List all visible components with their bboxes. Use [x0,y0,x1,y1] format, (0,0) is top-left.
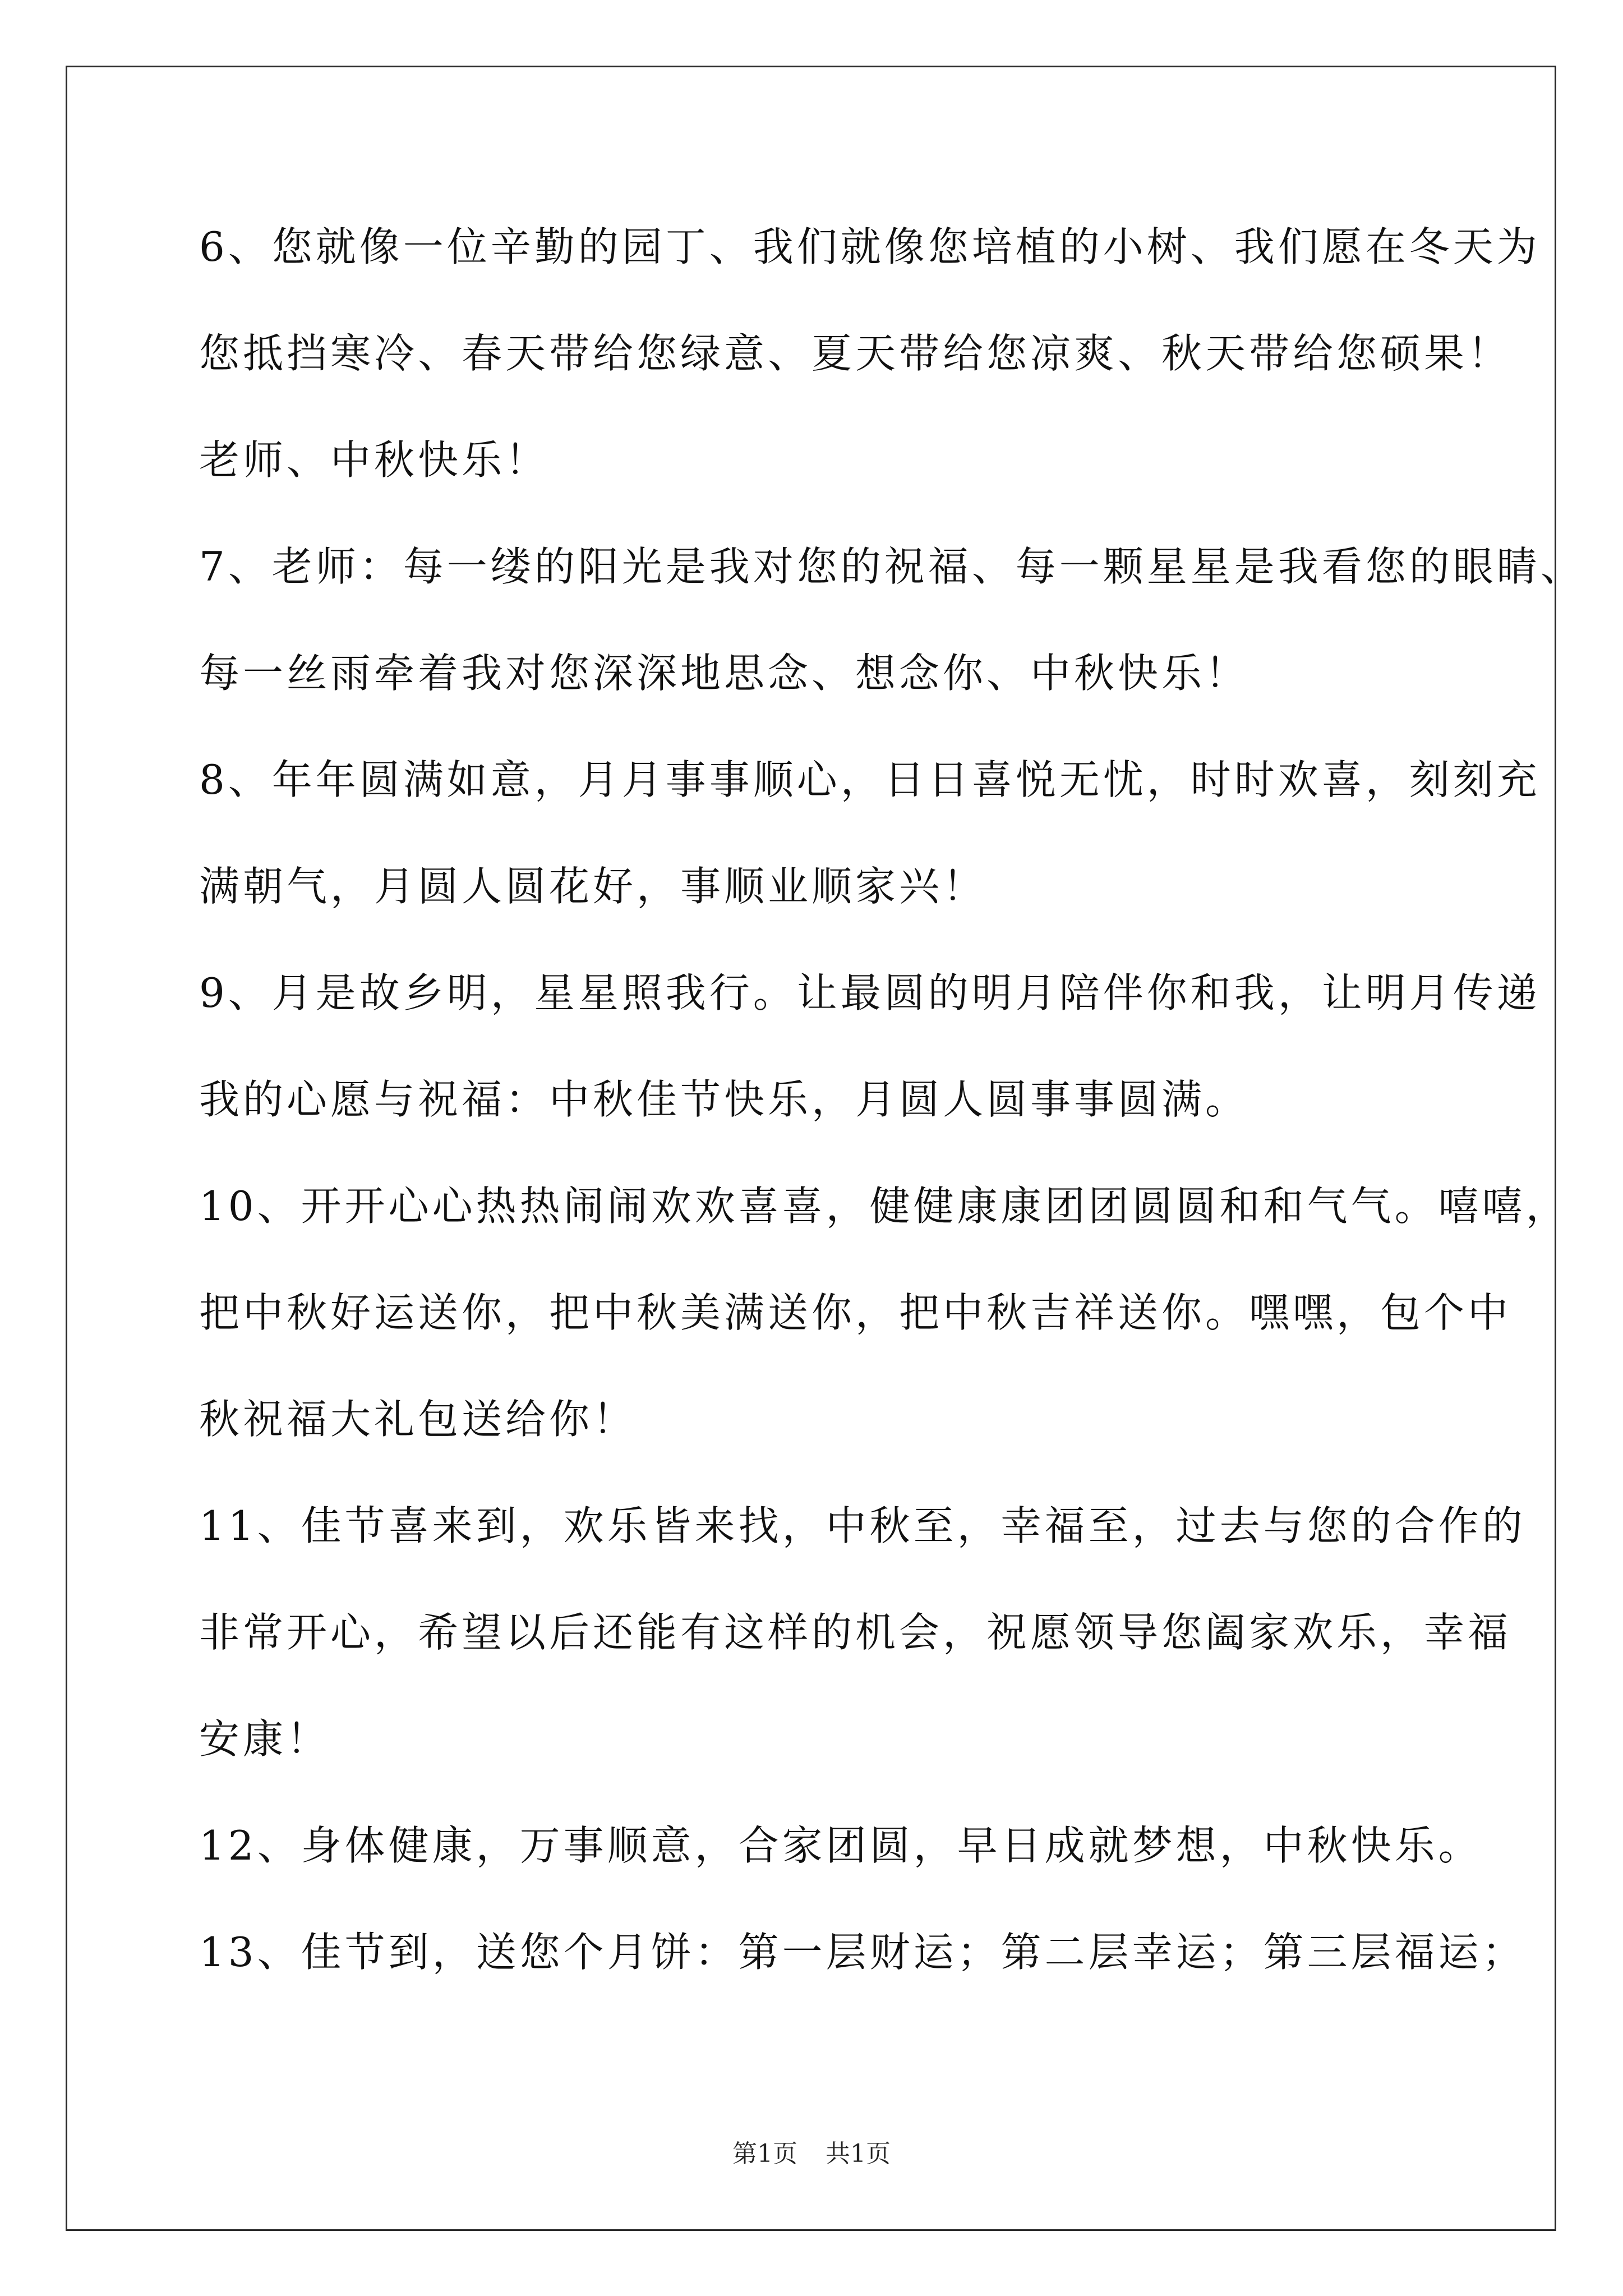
text-line: 13、佳节到，送您个月饼：第一层财运；第二层幸运；第三层福运； [199,1929,1526,1976]
text-line: 12、身体健康，万事顺意，合家团圆，早日成就梦想，中秋快乐。 [199,1822,1482,1869]
text-line: 秋祝福大礼包送给你！ [199,1396,637,1443]
text-line: 每一丝雨牵着我对您深深地思念、想念你、中秋快乐！ [199,650,1249,697]
page-number-current: 第1页 [732,2139,797,2168]
page-footer [0,2140,1623,2168]
text-line: 非常开心，希望以后还能有这样的机会，祝愿领导您阖家欢乐，幸福 [199,1609,1512,1656]
text-line: 我的心愿与祝福：中秋佳节快乐，月圆人圆事事圆满。 [199,1076,1249,1123]
text-line: 11、佳节喜来到，欢乐皆来找，中秋至，幸福至，过去与您的合作的 [199,1502,1526,1549]
text-line: 您抵挡寒冷、春天带给您绿意、夏天带给您凉爽、秋天带给您硕果！ [199,330,1512,377]
text-line: 9、月是故乡明，星星照我行。让最圆的明月陪伴你和我，让明月传递 [199,969,1541,1016]
text-line: 把中秋好运送你，把中秋美满送你，把中秋吉祥送你。嘿嘿，包个中 [199,1289,1512,1336]
page-number-total: 共1页 [826,2139,891,2168]
text-line: 满朝气，月圆人圆花好，事顺业顺家兴！ [199,863,987,910]
text-line: 安康！ [199,1715,331,1763]
text-line: 8、年年圆满如意，月月事事顺心，日日喜悦无忧，时时欢喜，刻刻充 [199,756,1541,803]
page-border [66,66,1556,2231]
text-line: 10、开开心心热热闹闹欢欢喜喜，健健康康团团圆圆和和气气。嘻嘻， [199,1182,1570,1230]
text-line: 7、老师：每一缕的阳光是我对您的祝福、每一颗星星是我看您的眼睛、 [199,543,1584,590]
text-line: 6、您就像一位辛勤的园丁、我们就像您培植的小树、我们愿在冬天为 [199,223,1541,270]
text-line: 老师、中秋快乐！ [199,436,550,484]
